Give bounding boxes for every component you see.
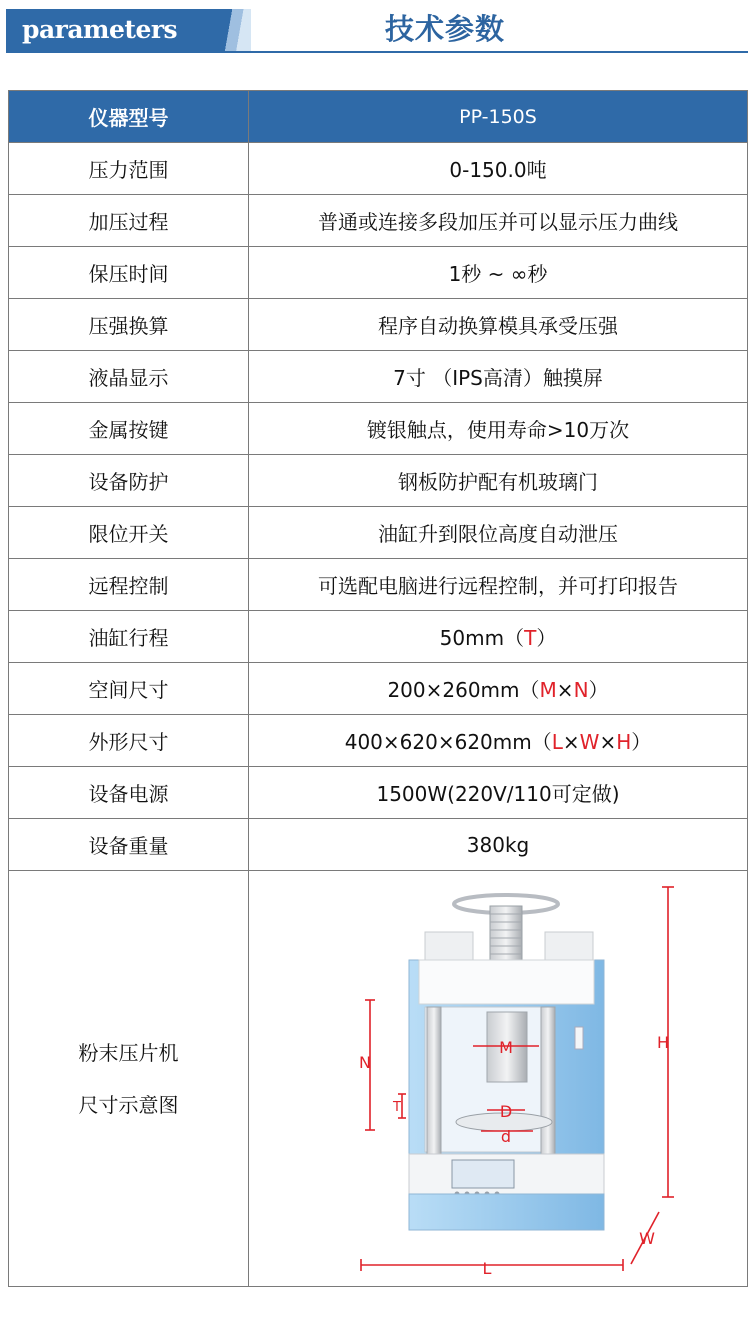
table-row — [9, 715, 748, 767]
dimension-letter: W — [579, 730, 600, 754]
diagram-label-line1: 粉末压片机 — [78, 1040, 179, 1065]
dim-label-H: H — [656, 1033, 670, 1052]
dim-label-W: W — [639, 1229, 655, 1248]
row-value — [249, 611, 748, 663]
row-key: 压强换算 — [9, 299, 249, 351]
dimension-letter: N — [573, 678, 589, 702]
dim-label-N: N — [359, 1053, 371, 1072]
value-text: ） — [588, 678, 609, 702]
dim-label-M: M — [499, 1038, 513, 1057]
value-text: × — [562, 730, 580, 754]
lcd-screen — [452, 1160, 514, 1188]
dim-label-D: D — [499, 1102, 513, 1121]
column-left — [427, 1007, 441, 1157]
row-key: 设备电源 — [9, 767, 249, 819]
model-value: PP-150S — [249, 91, 748, 143]
value-text: ） — [536, 626, 557, 650]
row-key: 保压时间 — [9, 247, 249, 299]
row-key: 液晶显示 — [9, 351, 249, 403]
table-row — [9, 299, 748, 351]
table-row — [9, 663, 748, 715]
row-value: 1500W(220V/110可定做) — [249, 767, 748, 819]
value-text: × — [599, 730, 617, 754]
dimension-letter: M — [539, 678, 557, 702]
table-row — [9, 767, 748, 819]
press-diagram — [249, 872, 747, 1285]
dimension-letter: T — [524, 626, 537, 650]
row-key: 限位开关 — [9, 507, 249, 559]
table-row — [9, 507, 748, 559]
table-row — [9, 195, 748, 247]
diagram-label-cell — [9, 871, 249, 1287]
row-key: 金属按键 — [9, 403, 249, 455]
row-value: 1秒 ~ ∞秒 — [249, 247, 748, 299]
column-right — [541, 1007, 555, 1157]
table-row — [9, 819, 748, 871]
header-stripe — [221, 9, 251, 52]
row-value: 380kg — [249, 819, 748, 871]
row-key: 设备防护 — [9, 455, 249, 507]
table-row — [9, 143, 748, 195]
value-text: 400×620×620mm（ — [344, 730, 552, 754]
spec-table — [8, 90, 748, 1287]
side-vent — [575, 1027, 583, 1049]
table-header-row — [9, 91, 748, 143]
row-value: 7寸 （IPS高清）触摸屏 — [249, 351, 748, 403]
row-value: 可选配电脑进行远程控制，并可打印报告 — [249, 559, 748, 611]
row-key: 油缸行程 — [9, 611, 249, 663]
row-key: 外形尺寸 — [9, 715, 249, 767]
row-value — [249, 663, 748, 715]
header-underline — [6, 51, 748, 53]
header-chinese-title: 技术参数 — [385, 12, 506, 46]
table-row — [9, 559, 748, 611]
diagram-label-line2: 尺寸示意图 — [78, 1092, 179, 1117]
dim-label-d: d — [500, 1127, 512, 1146]
row-key: 远程控制 — [9, 559, 249, 611]
machine-base — [409, 1194, 604, 1230]
value-text: 50mm（ — [439, 626, 525, 650]
table-row — [9, 403, 748, 455]
row-value: 程序自动换算模具承受压强 — [249, 299, 748, 351]
row-value — [249, 715, 748, 767]
row-key: 空间尺寸 — [9, 663, 249, 715]
value-text: × — [556, 678, 574, 702]
table-row — [9, 247, 748, 299]
row-key: 设备重量 — [9, 819, 249, 871]
row-value: 0-150.0吨 — [249, 143, 748, 195]
row-value: 镀银触点，使用寿命>10万次 — [249, 403, 748, 455]
value-text: ） — [631, 730, 652, 754]
table-row — [9, 455, 748, 507]
diagram-cell — [249, 871, 748, 1287]
model-label: 仪器型号 — [9, 91, 249, 143]
row-value: 油缸升到限位高度自动泄压 — [249, 507, 748, 559]
dimension-letter: H — [616, 730, 632, 754]
header-english-title: parameters — [22, 15, 178, 44]
table-row — [9, 611, 748, 663]
row-value: 钢板防护配有机玻璃门 — [249, 455, 748, 507]
dim-label-L: L — [482, 1259, 492, 1278]
crosshead — [419, 960, 594, 1004]
table-row — [9, 351, 748, 403]
top-block-right — [545, 932, 593, 962]
row-key: 加压过程 — [9, 195, 249, 247]
top-block-left — [425, 932, 473, 962]
value-text: 200×260mm（ — [387, 678, 540, 702]
row-value: 普通或连接多段加压并可以显示压力曲线 — [249, 195, 748, 247]
page-header — [0, 0, 750, 60]
row-key: 压力范围 — [9, 143, 249, 195]
dim-label-T: T — [393, 1100, 401, 1115]
dimension-letter: L — [551, 730, 563, 754]
diagram-row — [9, 871, 748, 1287]
